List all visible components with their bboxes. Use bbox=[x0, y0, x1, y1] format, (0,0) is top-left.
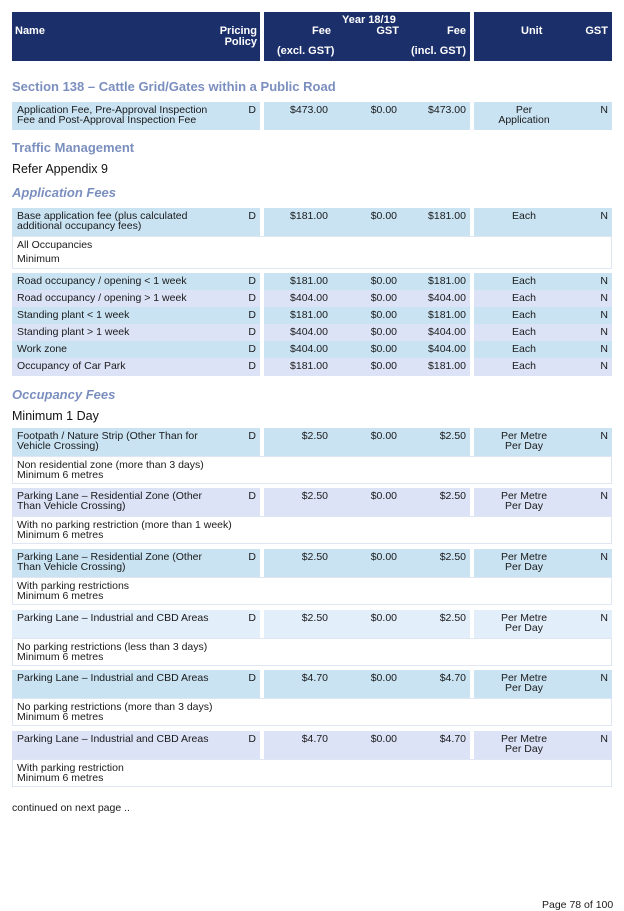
section-application-fees: Application Fees bbox=[12, 185, 117, 200]
row-unit: Per bbox=[515, 104, 533, 116]
row-pricing-policy: D bbox=[248, 210, 256, 222]
row-fee-excl: $2.50 bbox=[301, 490, 328, 502]
row-pricing-policy: D bbox=[248, 104, 256, 116]
row-name: Occupancy of Car Park bbox=[17, 360, 126, 372]
note-line: Minimum 6 metres bbox=[17, 651, 104, 663]
row-gst-flag: N bbox=[600, 733, 608, 745]
row-pricing-policy: D bbox=[248, 490, 256, 502]
row-fee-excl: $2.50 bbox=[301, 551, 328, 563]
row-gst-flag: N bbox=[600, 343, 608, 355]
note-line: Minimum 6 metres bbox=[17, 711, 104, 723]
row-fee-incl: $181.00 bbox=[428, 309, 466, 321]
row-unit: Per Metre bbox=[500, 430, 548, 442]
header-year-block bbox=[264, 12, 470, 61]
row-gst: $0.00 bbox=[370, 292, 397, 304]
row-fee-excl: $181.00 bbox=[290, 309, 328, 321]
row-pricing-policy: D bbox=[248, 360, 256, 372]
row-name: Parking Lane – Industrial and CBD Areas bbox=[17, 733, 209, 745]
row-unit: Each bbox=[512, 309, 536, 321]
row-fee-incl: $181.00 bbox=[428, 275, 466, 287]
row-note bbox=[12, 456, 612, 484]
row-unit: Application bbox=[498, 114, 550, 126]
row-pricing-policy: D bbox=[248, 733, 256, 745]
row-gst-flag: N bbox=[600, 612, 608, 624]
minimum-1-day: Minimum 1 Day bbox=[12, 409, 99, 423]
row-note bbox=[12, 638, 612, 666]
row-name: Parking Lane – Industrial and CBD Areas bbox=[17, 612, 209, 624]
note-line: Minimum 6 metres bbox=[17, 529, 104, 541]
row-fee-incl: $2.50 bbox=[439, 551, 466, 563]
header-fee-excl-sub: (excl. GST) bbox=[277, 45, 335, 57]
note-line: Minimum bbox=[17, 253, 60, 265]
row-unit: Per Day bbox=[505, 561, 543, 573]
row-gst-flag: N bbox=[600, 430, 608, 442]
row-pricing-policy: D bbox=[248, 430, 256, 442]
row-fee-excl: $181.00 bbox=[290, 275, 328, 287]
header-fee-incl: Fee bbox=[447, 25, 466, 37]
row-gst: $0.00 bbox=[370, 672, 397, 684]
row-pricing-policy: D bbox=[248, 275, 256, 287]
continued-text: continued on next page .. bbox=[12, 802, 130, 814]
row-pricing-policy: D bbox=[248, 551, 256, 563]
row-pricing-policy: D bbox=[248, 343, 256, 355]
section-138-title: Section 138 – Cattle Grid/Gates within a Public Road bbox=[12, 79, 336, 94]
row-unit: Per Day bbox=[505, 500, 543, 512]
note-line: Minimum 6 metres bbox=[17, 469, 104, 481]
row-fee-incl: $181.00 bbox=[428, 360, 466, 372]
row-fee-excl: $4.70 bbox=[301, 733, 328, 745]
row-fee-excl: $2.50 bbox=[301, 612, 328, 624]
header-policy: Policy bbox=[224, 36, 257, 48]
row-note bbox=[12, 577, 612, 605]
section-occupancy-fees: Occupancy Fees bbox=[12, 387, 116, 402]
header-unit-block bbox=[474, 12, 612, 61]
row-fee-incl: $404.00 bbox=[428, 343, 466, 355]
row-fee-excl: $2.50 bbox=[301, 430, 328, 442]
row-gst-flag: N bbox=[600, 210, 608, 222]
row-fee-excl: $404.00 bbox=[290, 326, 328, 338]
row-unit: Each bbox=[512, 275, 536, 287]
row-unit: Each bbox=[512, 343, 536, 355]
row-name: Vehicle Crossing) bbox=[17, 440, 99, 452]
page-number: Page 78 of 100 bbox=[542, 899, 614, 911]
note-line: No parking restrictions (less than 3 days) bbox=[17, 641, 208, 653]
row-pricing-policy: D bbox=[248, 612, 256, 624]
row-gst: $0.00 bbox=[370, 612, 397, 624]
row-pricing-policy: D bbox=[248, 292, 256, 304]
header-gst2: GST bbox=[585, 25, 608, 37]
row-fee-excl: $4.70 bbox=[301, 672, 328, 684]
row-gst-flag: N bbox=[600, 275, 608, 287]
section-traffic-title: Traffic Management bbox=[12, 140, 135, 155]
row-fee-incl: $404.00 bbox=[428, 326, 466, 338]
header-pricing: Pricing bbox=[219, 25, 257, 37]
header-fee-incl-sub: (incl. GST) bbox=[411, 45, 466, 57]
header-unit: Unit bbox=[521, 25, 543, 37]
row-unit: Each bbox=[512, 292, 536, 304]
row-unit: Per Day bbox=[505, 622, 543, 634]
row-gst: $0.00 bbox=[370, 343, 397, 355]
row-name: Than Vehicle Crossing) bbox=[17, 500, 126, 512]
row-gst: $0.00 bbox=[370, 360, 397, 372]
row-fee-incl: $404.00 bbox=[428, 292, 466, 304]
row-name: Standing plant < 1 week bbox=[17, 309, 130, 321]
row-gst-flag: N bbox=[600, 326, 608, 338]
row-fee-incl: $4.70 bbox=[439, 733, 466, 745]
row-fee-excl: $473.00 bbox=[290, 104, 328, 116]
row-unit: Per Metre bbox=[500, 672, 548, 684]
row-name: Parking Lane – Residential Zone (Other bbox=[17, 490, 203, 502]
row-gst-flag: N bbox=[600, 490, 608, 502]
header-name: Name bbox=[15, 25, 45, 37]
note-line: With parking restriction bbox=[17, 762, 124, 774]
row-note bbox=[12, 759, 612, 787]
row-name: Base application fee (plus calculated bbox=[17, 210, 188, 222]
row-fee-incl: $2.50 bbox=[439, 612, 466, 624]
row-note bbox=[12, 516, 612, 544]
note-line: No parking restrictions (more than 3 days) bbox=[17, 701, 213, 713]
row-fee-excl: $181.00 bbox=[290, 210, 328, 222]
row-fee-incl: $473.00 bbox=[428, 104, 466, 116]
row-name: Work zone bbox=[17, 343, 67, 355]
row-gst: $0.00 bbox=[370, 275, 397, 287]
header-gst: GST bbox=[376, 25, 399, 37]
row-note bbox=[12, 698, 612, 726]
row-name: Application Fee, Pre-Approval Inspection bbox=[17, 104, 208, 116]
row-gst: $0.00 bbox=[370, 210, 397, 222]
note-line: With no parking restriction (more than 1 week) bbox=[17, 519, 232, 531]
note-line: All Occupancies bbox=[17, 239, 93, 251]
row-name: Parking Lane – Industrial and CBD Areas bbox=[17, 672, 209, 684]
refer-appendix: Refer Appendix 9 bbox=[12, 162, 108, 176]
row-gst: $0.00 bbox=[370, 309, 397, 321]
row-gst: $0.00 bbox=[370, 430, 397, 442]
row-fee-incl: $181.00 bbox=[428, 210, 466, 222]
row-fee-excl: $181.00 bbox=[290, 360, 328, 372]
row-unit: Per Metre bbox=[500, 733, 548, 745]
row-gst: $0.00 bbox=[370, 104, 397, 116]
row-name: Road occupancy / opening > 1 week bbox=[17, 292, 187, 304]
row-unit: Per Metre bbox=[500, 612, 548, 624]
row-unit: Each bbox=[512, 210, 536, 222]
row-fee-excl: $404.00 bbox=[290, 292, 328, 304]
row-pricing-policy: D bbox=[248, 672, 256, 684]
header-year: Year 18/19 bbox=[342, 14, 396, 26]
row-pricing-policy: D bbox=[248, 326, 256, 338]
row-name: Parking Lane – Residential Zone (Other bbox=[17, 551, 203, 563]
row-name: Footpath / Nature Strip (Other Than for bbox=[17, 430, 198, 442]
row-unit: Per Metre bbox=[500, 490, 548, 502]
row-gst: $0.00 bbox=[370, 326, 397, 338]
row-gst: $0.00 bbox=[370, 490, 397, 502]
row-fee-incl: $2.50 bbox=[439, 430, 466, 442]
row-gst-flag: N bbox=[600, 672, 608, 684]
header-name-block bbox=[12, 12, 260, 61]
row-gst-flag: N bbox=[600, 360, 608, 372]
note-line: Minimum 6 metres bbox=[17, 772, 104, 784]
row-gst-flag: N bbox=[600, 309, 608, 321]
row-fee-incl: $4.70 bbox=[439, 672, 466, 684]
row-gst: $0.00 bbox=[370, 733, 397, 745]
row-pricing-policy: D bbox=[248, 309, 256, 321]
row-unit: Per Day bbox=[505, 440, 543, 452]
row-name: Than Vehicle Crossing) bbox=[17, 561, 126, 573]
row-gst-flag: N bbox=[600, 551, 608, 563]
row-name: Road occupancy / opening < 1 week bbox=[17, 275, 187, 287]
row-gst-flag: N bbox=[600, 104, 608, 116]
row-unit: Per Day bbox=[505, 682, 543, 694]
row-gst-flag: N bbox=[600, 292, 608, 304]
row-unit: Each bbox=[512, 360, 536, 372]
note-line: Minimum 6 metres bbox=[17, 590, 104, 602]
row-name: Fee and Post-Approval Inspection Fee bbox=[17, 114, 197, 126]
row-gst: $0.00 bbox=[370, 551, 397, 563]
header-fee-excl: Fee bbox=[312, 25, 331, 37]
row-unit: Per Day bbox=[505, 743, 543, 755]
row-unit: Each bbox=[512, 326, 536, 338]
row-unit: Per Metre bbox=[500, 551, 548, 563]
row-name: additional occupancy fees) bbox=[17, 220, 142, 232]
row-fee-incl: $2.50 bbox=[439, 490, 466, 502]
row-fee-excl: $404.00 bbox=[290, 343, 328, 355]
row-note bbox=[12, 236, 612, 269]
note-line: With parking restrictions bbox=[17, 580, 130, 592]
row-name: Standing plant > 1 week bbox=[17, 326, 130, 338]
note-line: Non residential zone (more than 3 days) bbox=[17, 459, 204, 471]
